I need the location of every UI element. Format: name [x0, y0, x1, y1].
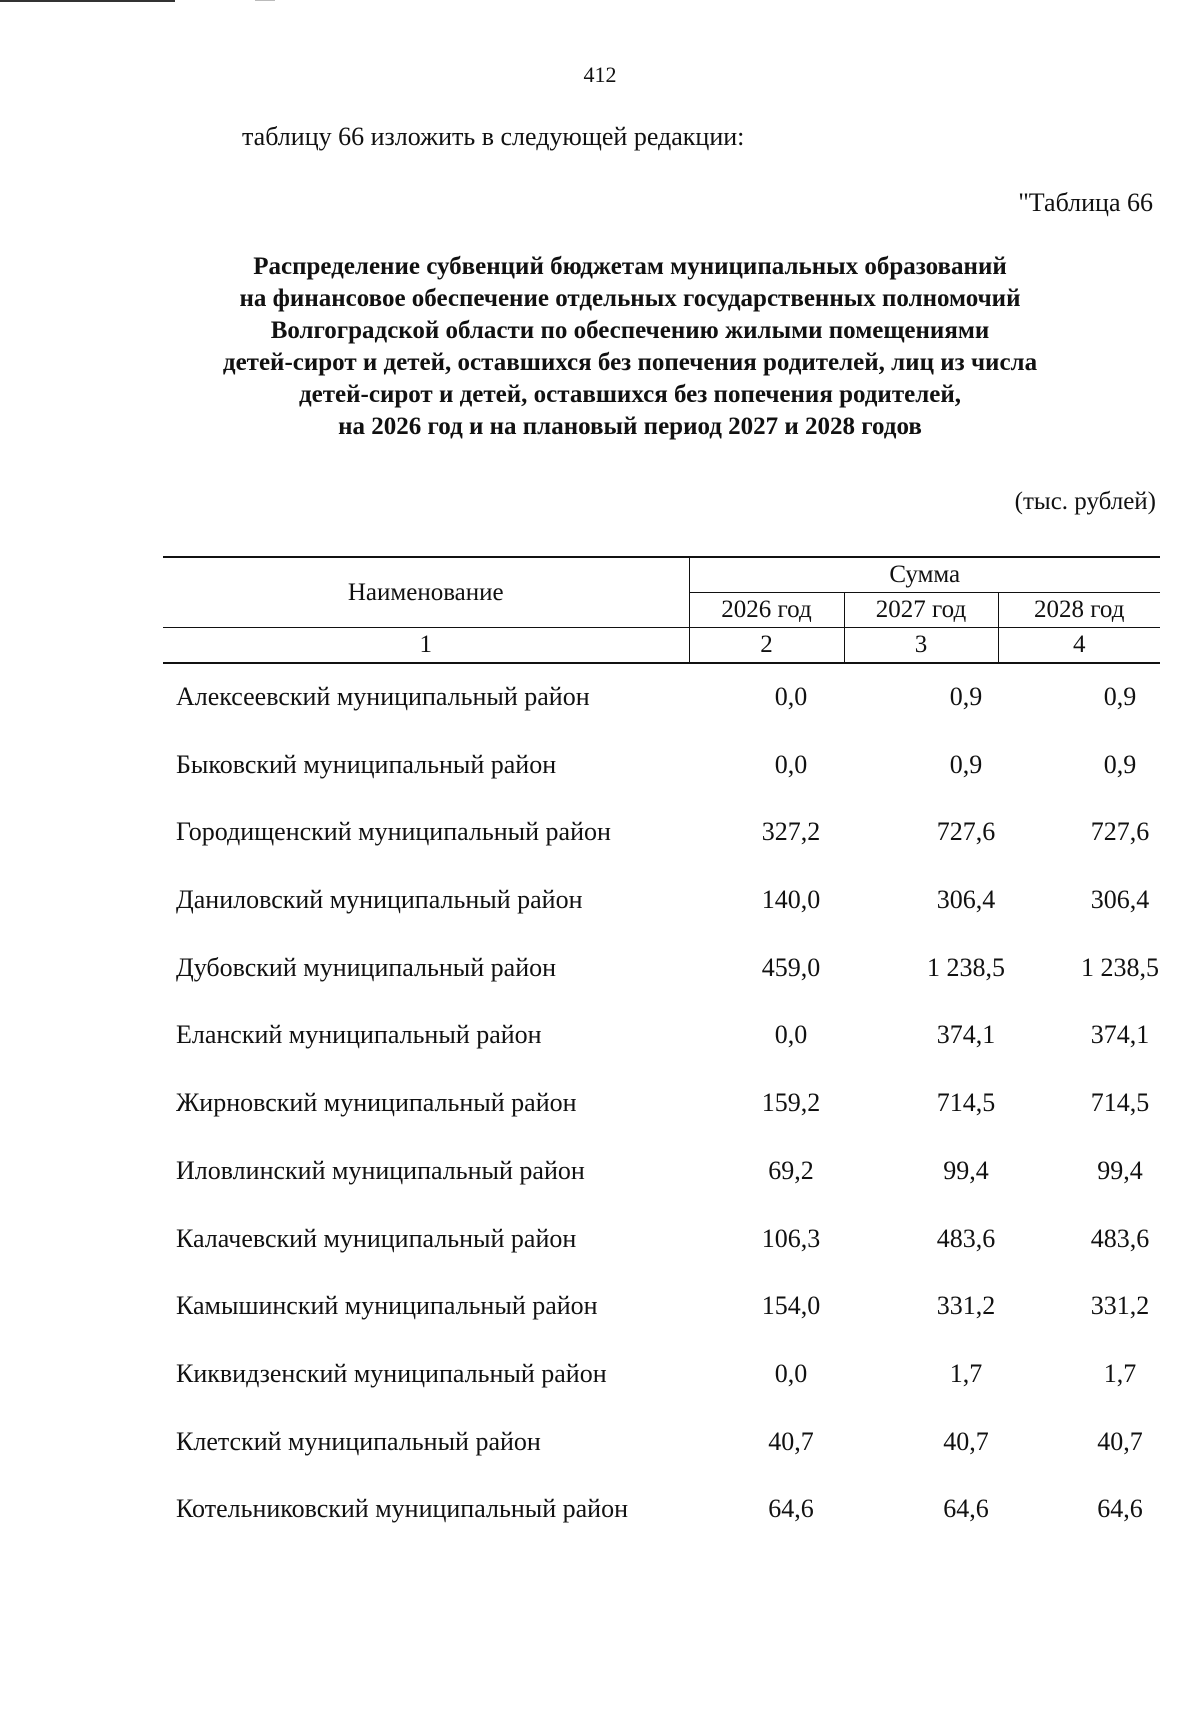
value-2028: 727,6: [1090, 817, 1150, 847]
district-name: Еланский муниципальный район: [176, 1020, 542, 1050]
value-2026: 106,3: [761, 1223, 821, 1253]
district-name: Клетский муниципальный район: [176, 1426, 541, 1456]
title-line: Волгоградской области по обеспечению жилыми помещениями: [270, 317, 990, 344]
scan-edge-line: [0, 0, 175, 2]
value-2027: 331,2: [936, 1291, 996, 1321]
scan-edge-mark: [255, 0, 275, 1]
title-line: на финансовое обеспечение отдельных государственных полномочий: [239, 285, 1021, 312]
value-2027: 1 238,5: [927, 952, 1005, 982]
value-2028: 714,5: [1090, 1088, 1150, 1118]
table-row: [176, 750, 1166, 818]
district-name: Камышинский муниципальный район: [176, 1291, 598, 1321]
district-name: Котельниковский муниципальный район: [176, 1494, 628, 1524]
table-row: [176, 1291, 1166, 1359]
value-2026: 0,0: [774, 749, 808, 779]
table-row: [176, 1020, 1166, 1088]
value-2028: 0,9: [1103, 749, 1137, 779]
value-2027: 99,4: [943, 1155, 989, 1185]
value-2027: 64,6: [943, 1494, 989, 1524]
district-name: Быковский муниципальный район: [176, 749, 557, 779]
value-2028: 99,4: [1097, 1155, 1143, 1185]
value-2026: 140,0: [761, 885, 821, 915]
table-row: [176, 953, 1166, 1021]
header-year: 2028 год: [998, 593, 1160, 628]
table-row: [176, 1224, 1166, 1292]
district-name: Алексеевский муниципальный район: [176, 682, 590, 711]
column-number: 2: [689, 628, 844, 664]
value-2026: 159,2: [761, 1088, 821, 1118]
title-line: детей-сирот и детей, оставшихся без попечения родителей, лиц из числа: [222, 349, 1038, 376]
table-row: [176, 1494, 1166, 1562]
value-2028: 331,2: [1090, 1291, 1150, 1321]
value-2026: 0,0: [774, 1358, 808, 1388]
value-2026: 459,0: [761, 952, 821, 982]
value-2027: 727,6: [936, 817, 996, 847]
column-number: 1: [163, 628, 689, 664]
value-2028: 40,7: [1097, 1426, 1143, 1456]
table-row: [176, 817, 1166, 885]
district-name: Городищенский муниципальный район: [176, 817, 611, 847]
table-caption: "Таблица 66: [1018, 188, 1153, 217]
table-row: [176, 1359, 1166, 1427]
table-body: [176, 682, 1166, 1562]
intro-text: таблицу 66 изложить в следующей редакции:: [242, 122, 745, 151]
value-2026: 0,0: [774, 682, 808, 711]
value-2026: 154,0: [761, 1291, 821, 1321]
district-name: Жирновский муниципальный район: [176, 1088, 577, 1118]
title-line: детей-сирот и детей, оставшихся без попечения родителей,: [299, 381, 961, 408]
value-2028: 306,4: [1090, 885, 1150, 915]
table-row: [176, 682, 1166, 750]
column-number: 4: [998, 628, 1160, 664]
value-2028: 374,1: [1090, 1020, 1150, 1050]
units-label: (тыс. рублей): [1014, 488, 1156, 515]
header-year: 2027 год: [844, 593, 998, 628]
value-2028: 1,7: [1103, 1358, 1137, 1388]
value-2026: 64,6: [768, 1494, 814, 1524]
district-name: Калачевский муниципальный район: [176, 1223, 577, 1253]
value-2027: 0,9: [949, 749, 983, 779]
table-row: [176, 1427, 1166, 1495]
header-name: Наименование: [163, 557, 689, 628]
value-2028: 0,9: [1103, 682, 1137, 711]
table-row: [176, 1156, 1166, 1224]
value-2027: 306,4: [936, 885, 996, 915]
title-line: на 2026 год и на плановый период 2027 и 2028 годов: [338, 413, 922, 440]
value-2028: 64,6: [1097, 1494, 1143, 1524]
value-2027: 40,7: [943, 1426, 989, 1456]
document-title: [150, 251, 1110, 443]
column-number: 3: [844, 628, 998, 664]
district-name: Киквидзенский муниципальный район: [176, 1358, 607, 1388]
header-year: 2026 год: [689, 593, 844, 628]
value-2026: 69,2: [768, 1155, 814, 1185]
table-row: [176, 1088, 1166, 1156]
district-name: Даниловский муниципальный район: [176, 885, 583, 915]
value-2027: 1,7: [949, 1358, 983, 1388]
district-name: Дубовский муниципальный район: [176, 952, 557, 982]
value-2027: 483,6: [936, 1223, 996, 1253]
value-2028: 483,6: [1090, 1223, 1150, 1253]
title-line: Распределение субвенций бюджетам муниципальных образований: [253, 253, 1007, 280]
header-sum: Сумма: [689, 557, 1160, 593]
value-2028: 1 238,5: [1081, 952, 1159, 982]
table-row: [176, 885, 1166, 953]
value-2026: 40,7: [768, 1426, 814, 1456]
page-number: 412: [583, 62, 617, 87]
value-2027: 0,9: [949, 682, 983, 711]
district-name: Иловлинский муниципальный район: [176, 1155, 585, 1185]
value-2026: 0,0: [774, 1020, 808, 1050]
value-2026: 327,2: [761, 817, 821, 847]
value-2027: 374,1: [936, 1020, 996, 1050]
table-header: [163, 556, 1160, 664]
value-2027: 714,5: [936, 1088, 996, 1118]
